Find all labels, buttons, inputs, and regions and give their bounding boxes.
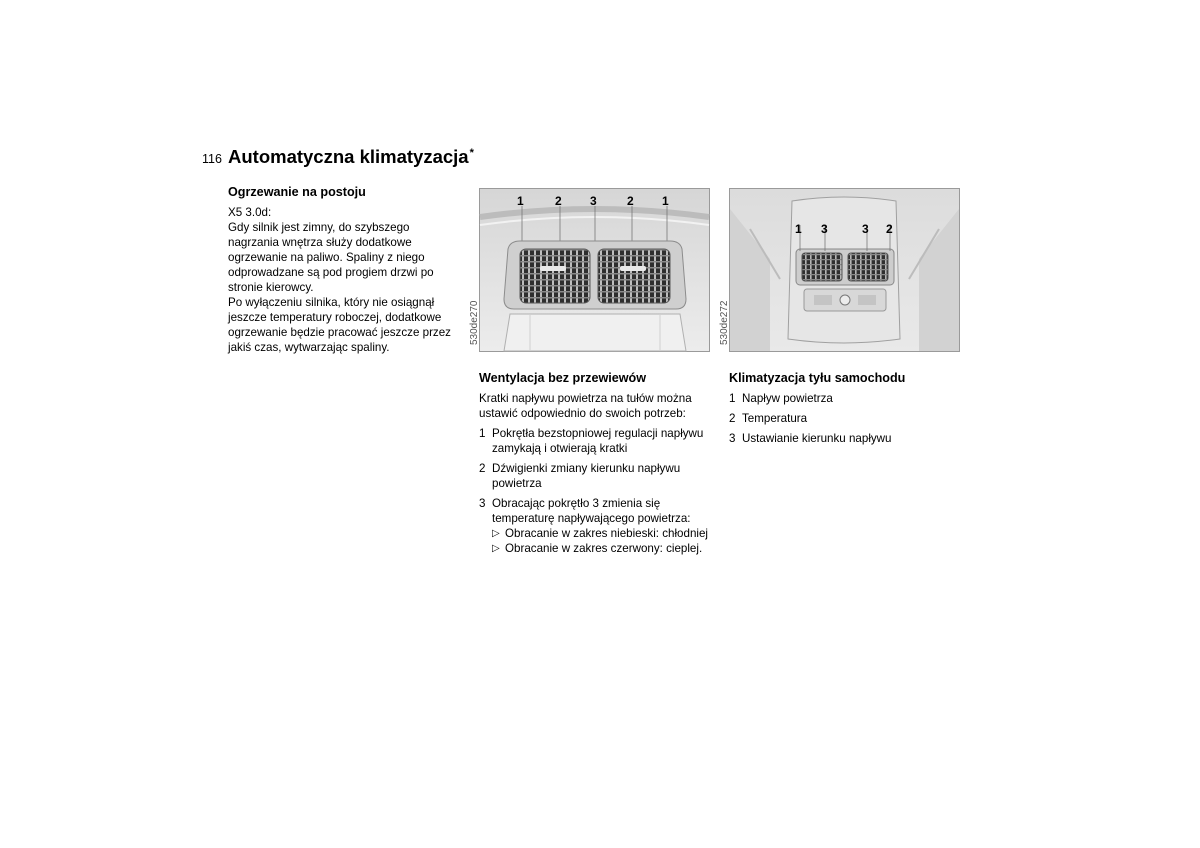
list-item (729, 411, 969, 426)
list-item (729, 391, 969, 406)
list-item-number: 1 (479, 427, 486, 440)
text-line: Po wyłączeniu silnika, który nie osiągnął (228, 296, 435, 309)
callout-2: 2 (555, 194, 562, 208)
text-line: jeszcze temperatury roboczej, dodatkowe (228, 311, 442, 324)
text-line: X5 3.0d: (228, 206, 272, 219)
list-item-text: zamykają i otwierają kratki (492, 442, 628, 455)
callout-2b: 2 (627, 194, 634, 208)
text-line: odprowadzane są pod progiem drzwi po (228, 266, 434, 279)
callout-3: 3 (821, 222, 828, 236)
list-item-text: Temperatura (742, 412, 808, 425)
heading-ventilation: Wentylacja bez przewiewów (479, 371, 647, 385)
paragraph-ventilation-intro (479, 391, 729, 421)
text-line: nagrzania wnętrza służy dodatkowe (228, 236, 412, 249)
sub-list-item (492, 526, 729, 541)
temperature-sub-list (492, 526, 729, 556)
callout-3b: 3 (862, 222, 869, 236)
list-item-text: Pokrętła bezstopniowej regulacji napływu (492, 427, 704, 440)
list-item-text: Dźwigienki zmiany kierunku napływu (492, 462, 681, 475)
list-item-text: powietrza (492, 477, 542, 490)
text-line: ogrzewanie na paliwo. Spaliny z niego (228, 251, 425, 264)
heading-rear-climate: Klimatyzacja tyłu samochodu (729, 371, 906, 385)
list-item-text: Obracając pokrętło 3 zmienia się (492, 497, 661, 510)
text-line: ustawić odpowiednio do swoich potrzeb: (479, 407, 686, 420)
callout-2: 2 (886, 222, 893, 236)
text-line: jakiś czas, wytwarzając spaliny. (228, 341, 390, 354)
list-item-text: Napływ powietrza (742, 392, 833, 405)
section-rear-climate (719, 185, 969, 451)
front-vents-illustration (480, 189, 709, 351)
callout-1b: 1 (662, 194, 669, 208)
list-item-number: 2 (479, 462, 486, 475)
callout-3: 3 (590, 194, 597, 208)
list-item-text: Ustawianie kierunku napływu (742, 432, 892, 445)
triangle-bullet-icon: ▷ (492, 528, 500, 539)
list-item (479, 426, 729, 456)
list-item-number: 1 (729, 392, 736, 405)
figure-rear-air-vents: 1 3 3 2 530de272 (729, 188, 960, 352)
heading-parking-heater: Ogrzewanie na postoju (228, 185, 366, 199)
page-title-text: Automatyczna klimatyzacja (228, 146, 469, 167)
section-ventilation (469, 185, 729, 561)
optional-equipment-star: * (469, 146, 474, 159)
text-line: Gdy silnik jest zimny, do szybszego (228, 221, 410, 234)
rear-vents-illustration (730, 189, 959, 351)
page-number: 116 (202, 152, 222, 166)
text-line: stronie kierowcy. (228, 281, 314, 294)
section-parking-heater (228, 185, 463, 355)
list-item-text: temperaturę napływającego powietrza: (492, 512, 691, 525)
list-item (479, 496, 729, 556)
list-item (729, 431, 969, 446)
sub-list-item (492, 541, 729, 556)
text-line: ogrzewanie będzie pracować jeszcze przez (228, 326, 451, 339)
figure-front-air-vents: 1 2 3 2 1 530de270 (479, 188, 710, 352)
callout-1: 1 (795, 222, 802, 236)
list-item-number: 2 (729, 412, 736, 425)
triangle-bullet-icon: ▷ (492, 543, 500, 554)
sub-list-text: Obracanie w zakres czerwony: cieplej. (505, 542, 703, 555)
callout-1: 1 (517, 194, 524, 208)
page-title (228, 146, 474, 168)
paragraph-parking-heater (228, 205, 463, 355)
rear-climate-list (729, 391, 969, 446)
list-item-number: 3 (729, 432, 736, 445)
list-item-number: 3 (479, 497, 486, 510)
sub-list-text: Obracanie w zakres niebieski: chłodniej (505, 527, 708, 540)
list-item (479, 461, 729, 491)
text-line: Kratki napływu powietrza na tułów można (479, 392, 692, 405)
ventilation-list (479, 426, 729, 556)
